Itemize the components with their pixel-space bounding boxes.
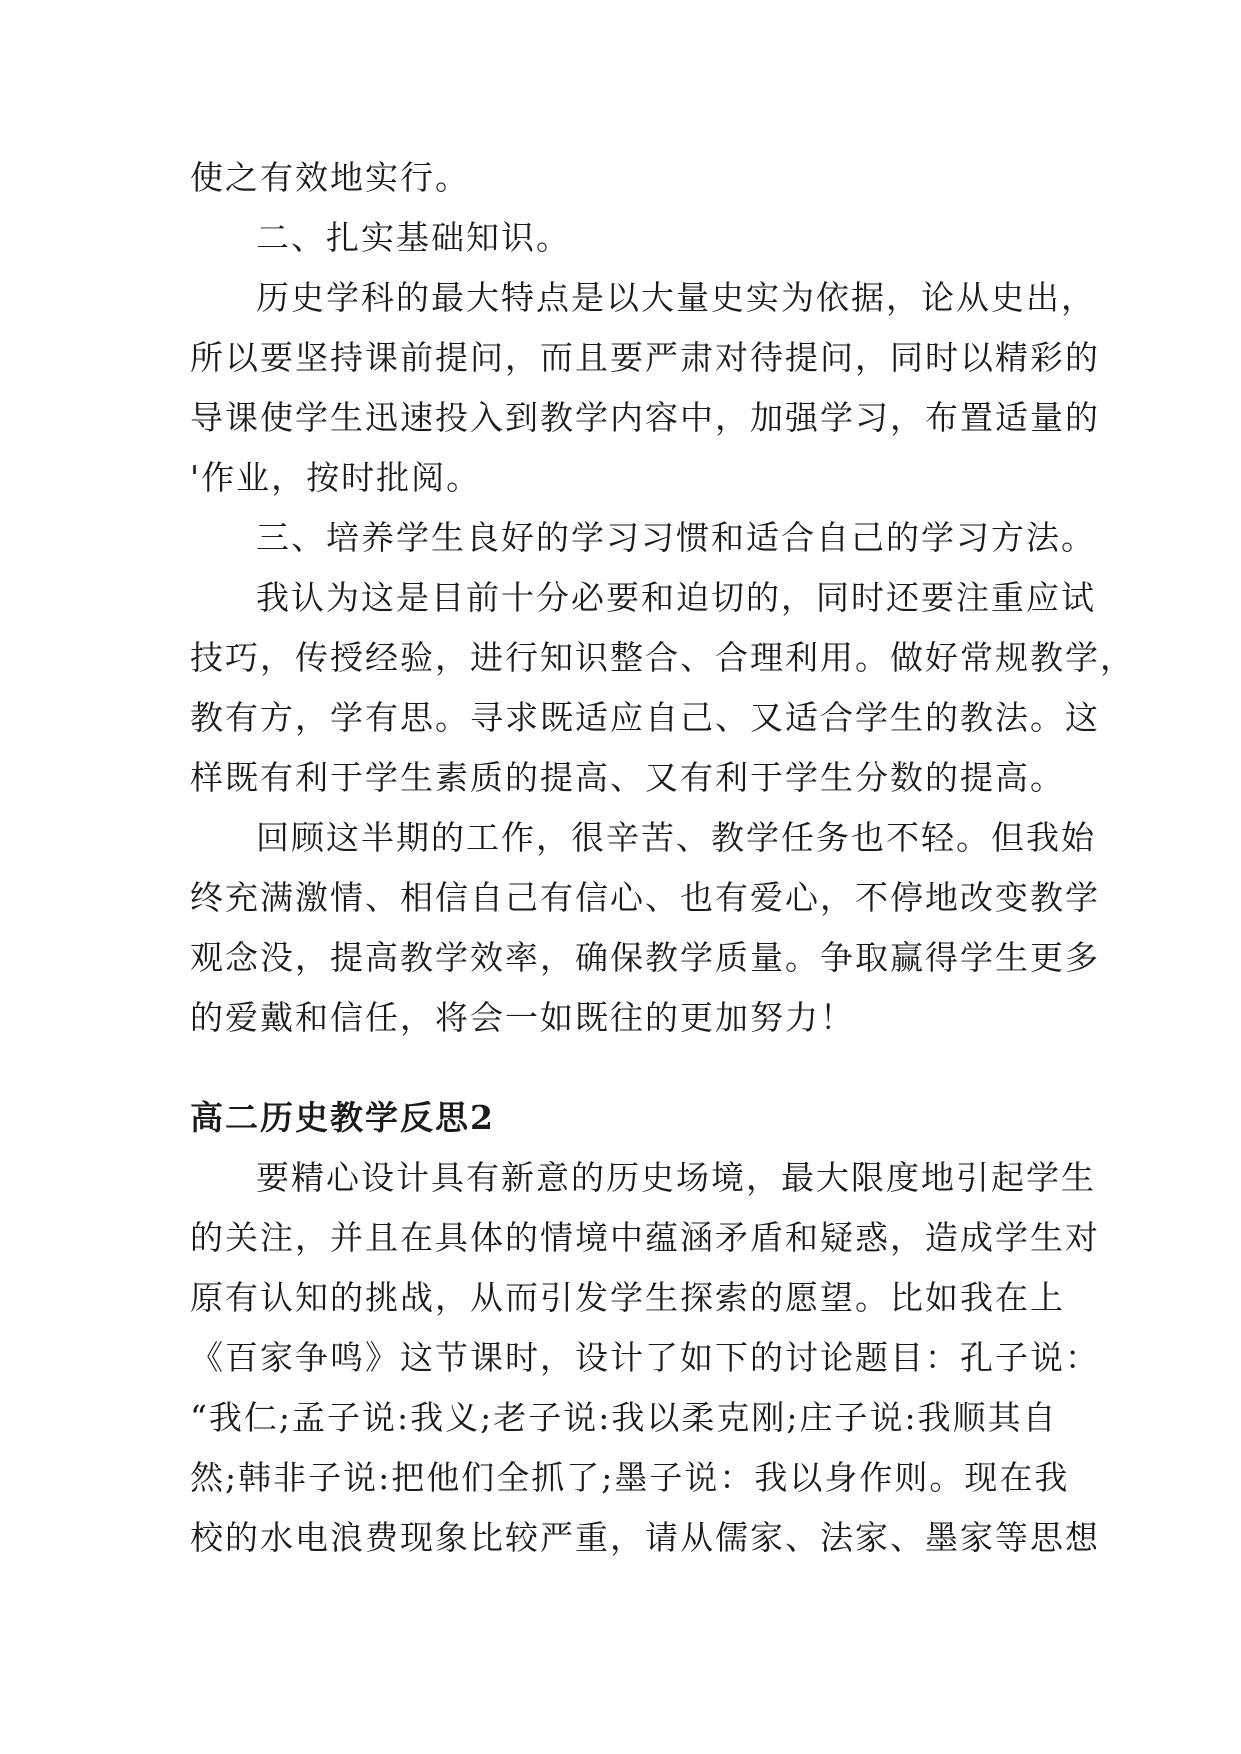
section-title: 高二历史教学反思2 [190, 1098, 495, 1137]
paragraph-line: 所以要坚持课前提问，而且要严肃对待提问，同时以精彩的 [190, 338, 1100, 377]
paragraph-line: '作业，按时批阅。 [190, 458, 482, 497]
paragraph-line: 历史学科的最大特点是以大量史实为依据，论从史出， [256, 278, 1096, 317]
paragraph-line: 的关注，并且在具体的情境中蕴涵矛盾和疑惑，造成学生对 [190, 1218, 1100, 1257]
paragraph-line: 观念没，提高教学效率，确保教学质量。争取赢得学生更多 [190, 938, 1100, 977]
section-heading-2: 二、扎实基础知识。 [256, 218, 571, 257]
paragraph-line: 我认为这是目前十分必要和迫切的，同时还要注重应试 [256, 578, 1096, 617]
paragraph-line: 使之有效地实行。 [190, 158, 470, 197]
paragraph-line: 终充满激情、相信自己有信心、也有爱心，不停地改变教学 [190, 878, 1100, 917]
section-spacer [190, 1048, 1070, 1088]
paragraph-line: 原有认知的挑战，从而引发学生探索的愿望。比如我在上 [190, 1278, 1065, 1317]
paragraph-line: 技巧，传授经验，进行知识整合、合理利用。做好常规教学， [190, 638, 1135, 677]
paragraph-line: 样既有利于学生素质的提高、又有利于学生分数的提高。 [190, 758, 1065, 797]
paragraph-line: 要精心设计具有新意的历史场境，最大限度地引起学生 [256, 1158, 1096, 1197]
paragraph-line: “我仁;孟子说:我义;老子说:我以柔克刚;庄子说:我顺其自 [190, 1398, 1058, 1437]
paragraph-line: 校的水电浪费现象比较严重，请从儒家、法家、墨家等思想 [190, 1518, 1100, 1557]
paragraph-line: 教有方，学有思。寻求既适应自己、又适合学生的教法。这 [190, 698, 1100, 737]
paragraph-line: 回顾这半期的工作，很辛苦、教学任务也不轻。但我始 [256, 818, 1096, 857]
paragraph-line: 的爱戴和信任，将会一如既往的更加努力！ [190, 998, 855, 1037]
paragraph-line: 《百家争鸣》这节课时，设计了如下的讨论题目：孔子说： [190, 1338, 1100, 1377]
document-body [190, 148, 1135, 1568]
paragraph-line: 导课使学生迅速投入到教学内容中，加强学习，布置适量的 [190, 398, 1100, 437]
paragraph-line: 然;韩非子说:把他们全抓了;墨子说：我以身作则。现在我 [190, 1458, 1070, 1497]
section-heading-3: 三、培养学生良好的学习习惯和适合自己的学习方法。 [256, 518, 1096, 557]
